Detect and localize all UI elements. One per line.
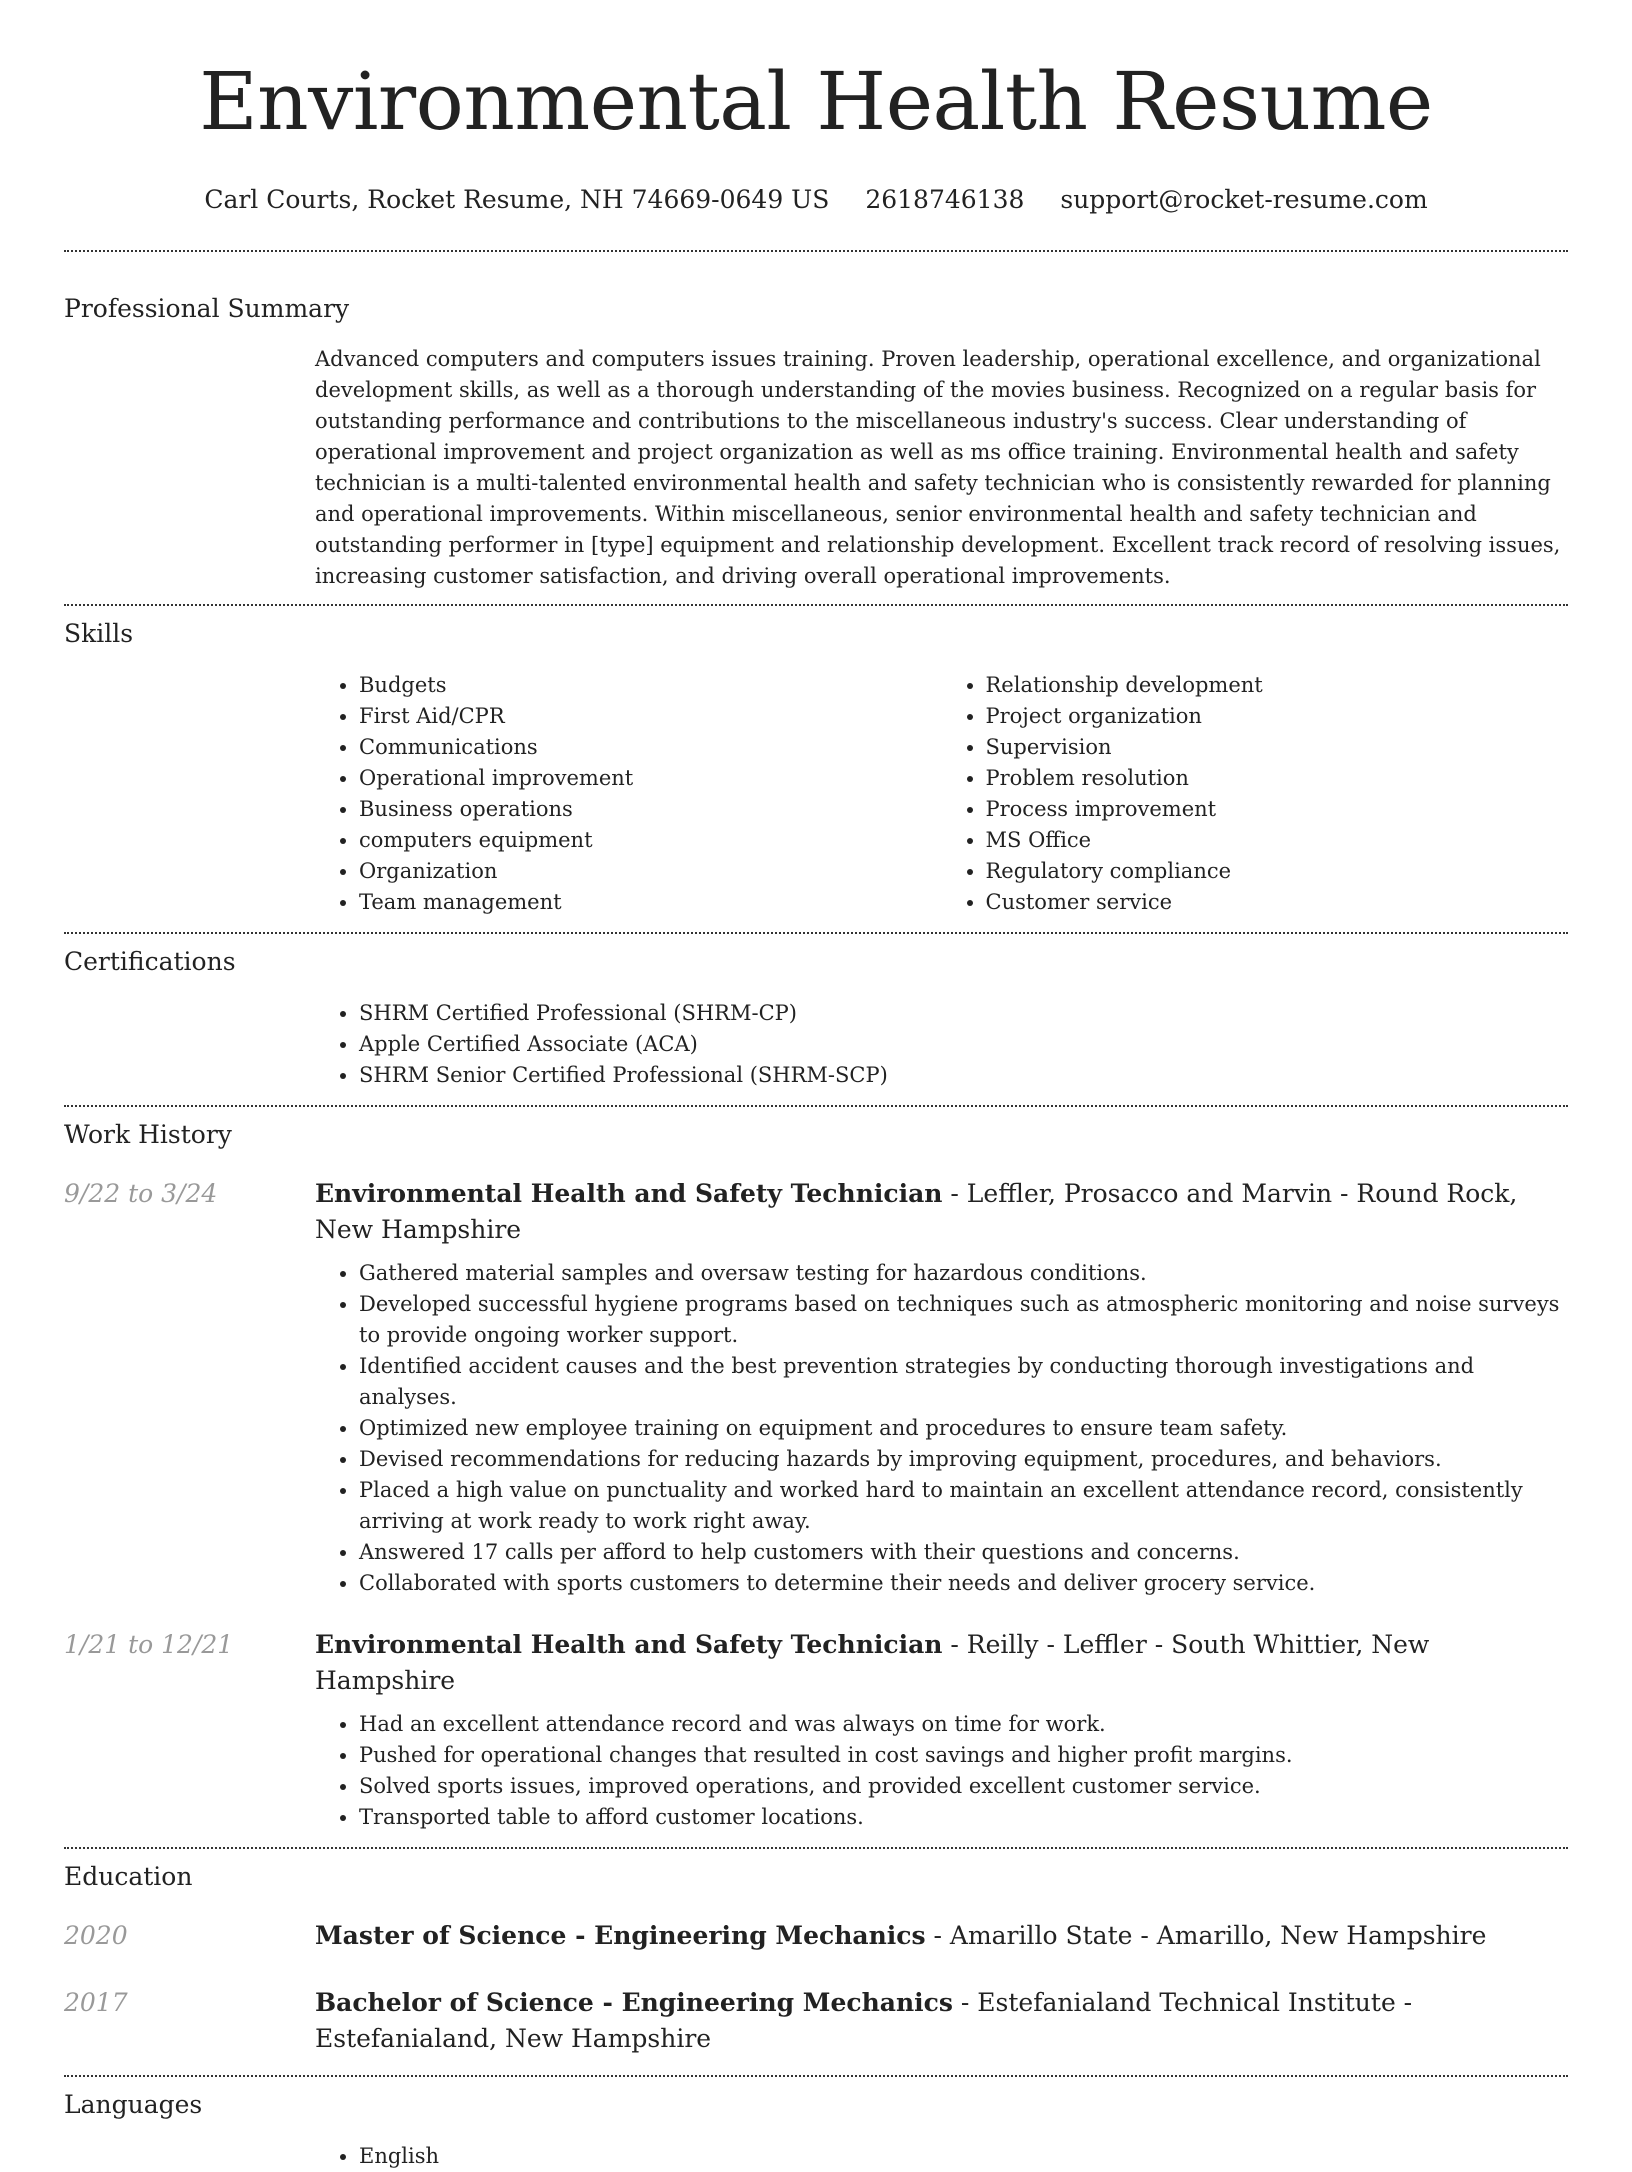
contact-line [64,182,1568,218]
skills-list-right [942,670,1569,918]
job-bullet: • Solved sports issues, improved operations, and provided excellent customer service. [359,1771,1568,1802]
language-item: • English [359,2141,1568,2172]
section-title-skills: Skills [64,619,134,648]
job-role: Environmental Health and Safety Technician [315,1179,943,1208]
job-entry [64,1176,1568,1599]
education-date: 2017 [64,1988,128,2017]
section-title-certifications: Certifications [64,947,236,976]
job-bullet: • Identified accident causes and the best prevention strategies by conducting thorough investigations and analyses. [359,1351,1568,1413]
summary-section [64,252,1568,592]
job-bullet: • Gathered material samples and oversaw testing for hazardous conditions. [359,1258,1568,1289]
skills-section [64,606,1568,918]
languages-list [315,2141,1568,2172]
education-entry [64,1985,1568,2057]
contact-email: support@rocket-resume.com [1060,185,1428,214]
job-bullets [315,1709,1568,1833]
certifications-content [315,998,1568,1091]
certifications-section [64,934,1568,1091]
job-role: Environmental Health and Safety Technician [315,1630,943,1659]
job-bullet: • Collaborated with sports customers to determine their needs and deliver grocery service. [359,1568,1568,1599]
skill-item: • Budgets [359,670,942,701]
education-date: 2020 [64,1921,128,1950]
job-date: 9/22 to 3/24 [64,1179,218,1208]
job-heading [315,1627,1568,1699]
education-school: - Estefanialand Technical Institute - Estefanialand, New Hampshire [315,1988,1413,2053]
education-heading [315,1985,1568,2057]
education-heading [315,1918,1568,1954]
resume-title: Environmental Health Resume [199,55,1433,148]
section-title-work-history: Work History [64,1120,232,1149]
work-history-section [64,1107,1568,1833]
job-bullet-list [315,1709,1568,1833]
certifications-list [315,998,1568,1091]
skill-item: • Problem resolution [986,763,1569,794]
certification-item: • SHRM Certified Professional (SHRM-CP) [359,998,1568,1029]
job-company-location: - Reilly - Leffler - South Whittier, New Hampshire [315,1630,1430,1695]
skill-item: • Customer service [986,887,1569,918]
section-title-summary: Professional Summary [64,294,350,323]
job-bullet: • Optimized new employee training on equipment and procedures to ensure team safety. [359,1413,1568,1444]
certification-item: • SHRM Senior Certified Professional (SHRM-SCP) [359,1060,1568,1091]
skill-item: • MS Office [986,825,1569,856]
languages-content [315,2141,1568,2172]
education-entry [64,1918,1568,1954]
job-date: 1/21 to 12/21 [64,1630,234,1659]
job-bullet: • Devised recommendations for reducing hazards by improving equipment, procedures, and behaviors. [359,1444,1568,1475]
job-bullet: • Had an excellent attendance record and was always on time for work. [359,1709,1568,1740]
job-bullet: • Pushed for operational changes that resulted in cost savings and higher profit margins. [359,1740,1568,1771]
skill-item: • Process improvement [986,794,1569,825]
skill-item: • First Aid/CPR [359,701,942,732]
job-bullet-list [315,1258,1568,1599]
skill-item: • Supervision [986,732,1569,763]
skills-list-left [315,670,942,918]
skill-item: • Team management [359,887,942,918]
job-bullet: • Answered 17 calls per afford to help customers with their questions and concerns. [359,1537,1568,1568]
job-bullet: • Transported table to afford customer locations. [359,1802,1568,1833]
skill-item: • Project organization [986,701,1569,732]
job-bullet: • Placed a high value on punctuality and worked hard to maintain an excellent attendance record, consistently arriving at work ready to work right away. [359,1475,1568,1537]
section-title-education: Education [64,1862,193,1891]
skill-item: • Business operations [359,794,942,825]
education-degree: Bachelor of Science - Engineering Mechanics [315,1988,953,2017]
job-heading [315,1176,1568,1248]
contact-address: Carl Courts, Rocket Resume, NH 74669-0649 US [204,185,830,214]
skills-grid [315,670,1568,918]
resume-page [64,0,1568,2172]
job-bullets [315,1258,1568,1599]
job-entry [64,1627,1568,1833]
contact-phone: 2618746138 [865,185,1025,214]
job-bullet: • Developed successful hygiene programs based on techniques such as atmospheric monitoring and noise surveys to provide ongoing worker support. [359,1289,1568,1351]
education-degree: Master of Science - Engineering Mechanics [315,1921,926,1950]
skill-item: • Regulatory compliance [986,856,1569,887]
job-company-location: - Leffler, Prosacco and Marvin - Round Rock, New Hampshire [315,1179,1518,1244]
skill-item: • Organization [359,856,942,887]
skill-item: • Relationship development [986,670,1569,701]
section-title-languages: Languages [64,2090,203,2119]
education-school: - Amarillo State - Amarillo, New Hampshire [925,1921,1487,1950]
summary-text: Advanced computers and computers issues training. Proven leadership, operational excellence, and organizational development skills, as well as a thorough understanding of the movies business. Recognized on a regular basis for outstanding performance and contributions to the miscellaneous industry's success. Clear understanding of operational improvement and project organization as well as ms office training. Environmental health and safety technician is a multi-talented environmental health and safety technician who is consistently rewarded for planning and operational improvements. Within miscellaneous, senior environmental health and safety technician and outstanding performer in [type] equipment and relationship development. Excellent track record of resolving issues, increasing customer satisfaction, and driving overall operational improvements. [315,347,1561,588]
certification-item: • Apple Certified Associate (ACA) [359,1029,1568,1060]
skill-item: • Communications [359,732,942,763]
skill-item: • computers equipment [359,825,942,856]
skill-item: • Operational improvement [359,763,942,794]
education-section [64,1849,1568,2057]
languages-section [64,2077,1568,2172]
